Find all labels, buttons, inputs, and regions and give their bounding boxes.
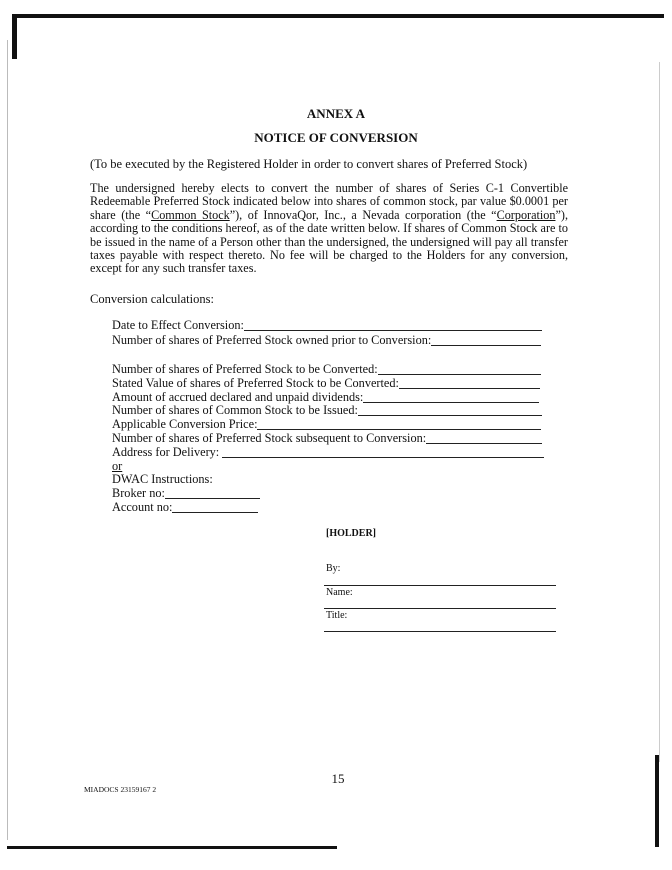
fill-in-line[interactable] xyxy=(358,405,542,416)
by-label: By: xyxy=(326,563,341,574)
page-border-bottom xyxy=(7,846,337,849)
paragraph-text: The undersigned hereby elects to convert the number of shares of Series C-1 Convertible Redeemable Preferred Stock indicated below into shares of common stock, par value $0.0001 per share (the “ xyxy=(90,181,568,222)
page-number: 15 xyxy=(331,771,345,786)
field-label: Amount of accrued declared and unpaid dividends: xyxy=(112,390,364,404)
field-shares-subsequent[interactable] xyxy=(112,431,542,446)
field-label: Number of shares of Preferred Stock owned prior to Conversion: xyxy=(112,333,432,347)
document-id: MIADOCS 23159167 2 xyxy=(84,785,157,794)
annex-heading: ANNEX A xyxy=(306,106,366,121)
field-shares-to-be-converted[interactable] xyxy=(112,362,541,377)
paragraph-text: ”), of InnovaQor, Inc., a Nevada corporation (the “ xyxy=(229,207,497,222)
field-address-for-delivery[interactable] xyxy=(112,445,544,460)
field-conversion-price[interactable] xyxy=(112,417,541,432)
field-label: Stated Value of shares of Preferred Stock to be Converted: xyxy=(112,376,399,390)
field-label: Account no: xyxy=(112,500,173,514)
fill-in-line[interactable] xyxy=(363,392,539,403)
page-border-left-thin xyxy=(7,40,8,840)
paragraph-text: ”), according to the conditions hereof, as of the date written below. If shares of Common Stock are to be issued in the name of a Person other than the undersigned, the undersigned will pay all transfer taxes payable with respect thereto. No fee will be charged to the Holders for any conversion, except for any such transfer taxes. xyxy=(90,207,568,276)
field-stated-value[interactable] xyxy=(112,376,540,391)
fill-in-line[interactable] xyxy=(378,364,541,375)
page-border-left xyxy=(12,14,17,59)
name-label: Name: xyxy=(326,587,353,598)
signature-line-title[interactable] xyxy=(324,631,556,632)
dwac-label: DWAC Instructions: xyxy=(112,472,213,486)
or-label: or xyxy=(112,459,123,473)
document-title: NOTICE OF CONVERSION xyxy=(254,130,418,145)
fill-in-line[interactable] xyxy=(165,488,260,499)
field-broker-no[interactable] xyxy=(112,486,260,501)
fill-in-line[interactable] xyxy=(431,335,541,346)
fill-in-line[interactable] xyxy=(399,378,540,389)
field-label: Date to Effect Conversion: xyxy=(112,318,244,332)
field-label: Number of shares of Common Stock to be Issued: xyxy=(112,403,358,417)
title-label: Title: xyxy=(326,610,348,621)
field-shares-owned-prior[interactable] xyxy=(112,333,541,348)
fill-in-line[interactable] xyxy=(426,433,542,444)
page-border-top xyxy=(12,14,664,18)
fill-in-line[interactable] xyxy=(222,447,544,458)
field-label: Broker no: xyxy=(112,486,165,500)
defined-term-common-stock: Common Stock xyxy=(151,207,230,222)
conversion-paragraph xyxy=(90,182,568,276)
holder-label: [HOLDER] xyxy=(326,528,376,539)
field-label: Number of shares of Preferred Stock subsequent to Conversion: xyxy=(112,431,427,445)
signature-line-by[interactable] xyxy=(324,585,556,586)
field-date-to-effect-conversion[interactable] xyxy=(112,318,542,333)
signature-line-name[interactable] xyxy=(324,608,556,609)
instruction-text: (To be executed by the Registered Holder in order to convert shares of Preferred Stock) xyxy=(90,157,528,171)
page-border-right-thin xyxy=(659,62,660,762)
field-label: Applicable Conversion Price: xyxy=(112,417,258,431)
page-border-right xyxy=(655,755,659,847)
field-account-no[interactable] xyxy=(112,500,258,515)
calculations-label: Conversion calculations: xyxy=(90,292,214,306)
field-common-shares-issued[interactable] xyxy=(112,403,542,418)
fill-in-line[interactable] xyxy=(244,320,542,331)
field-label: Address for Delivery: xyxy=(112,445,223,459)
field-label: Number of shares of Preferred Stock to be Converted: xyxy=(112,362,378,376)
fill-in-line[interactable] xyxy=(172,502,258,513)
defined-term-corporation: Corporation xyxy=(496,207,556,222)
fill-in-line[interactable] xyxy=(257,419,541,430)
